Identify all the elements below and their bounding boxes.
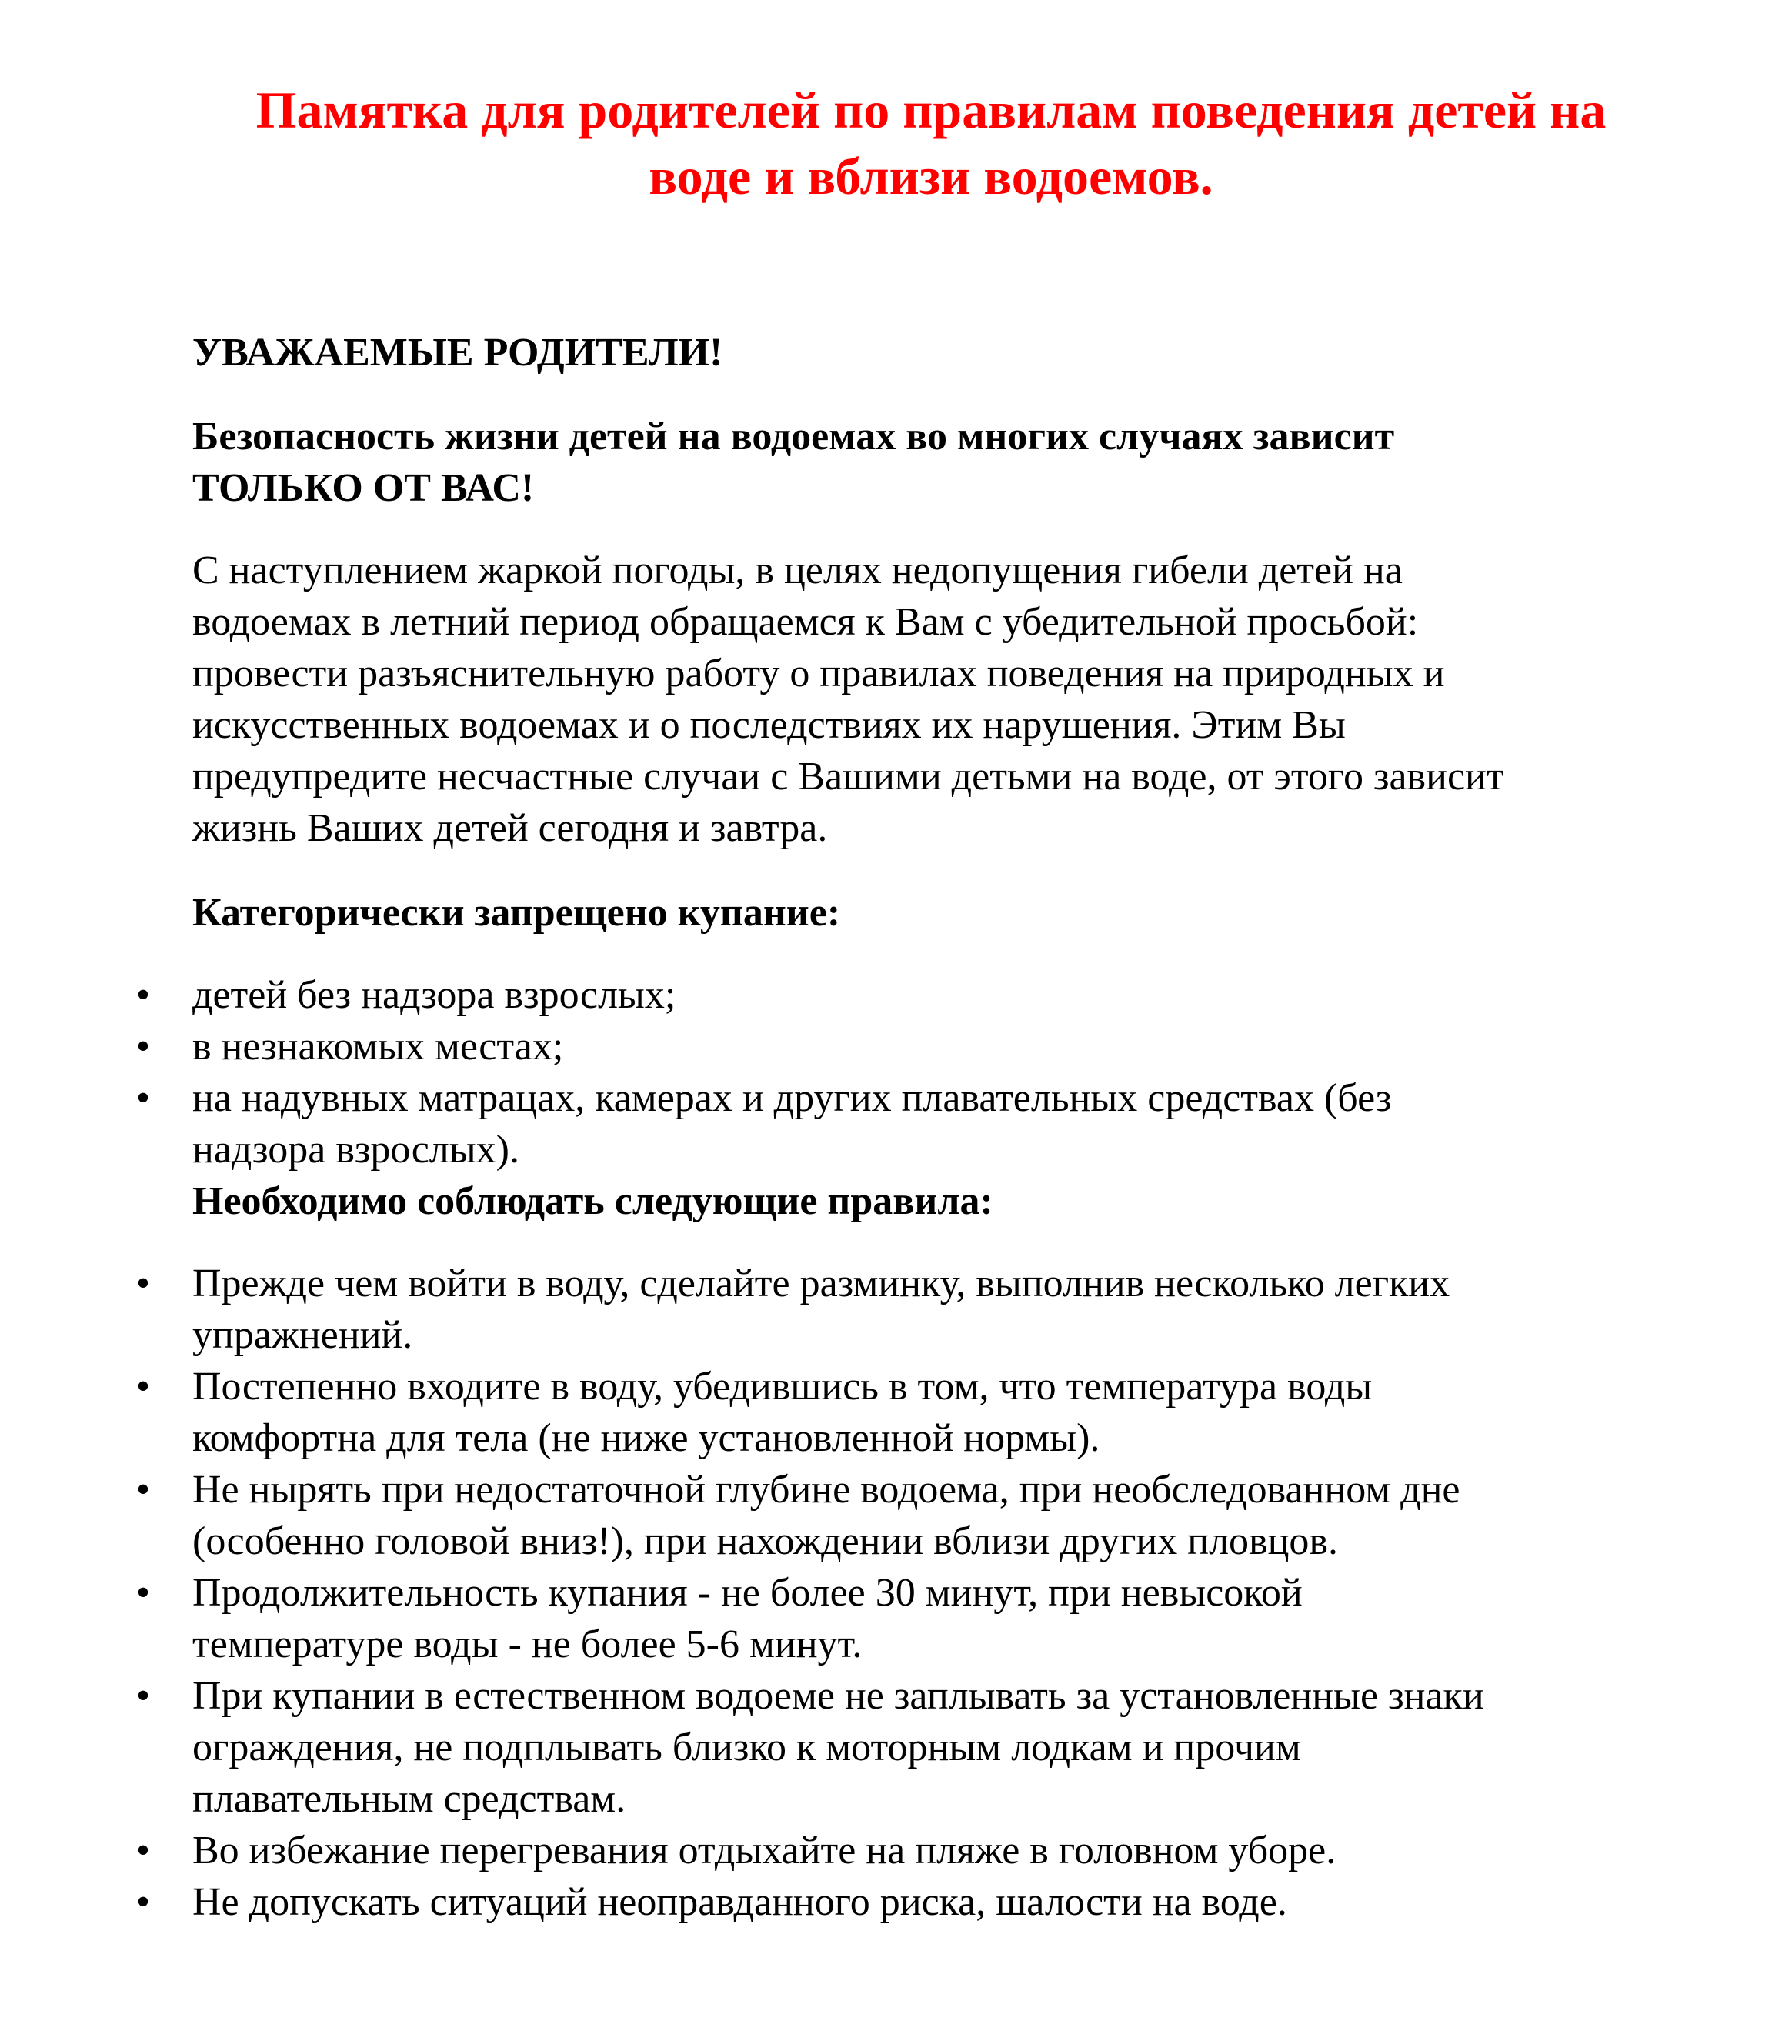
list-item: [135, 1258, 1700, 1361]
bullet-icon: •: [135, 1829, 151, 1872]
text-line: Продолжительность купания - не более 30 минут, при невысокой: [192, 1571, 1303, 1615]
bullet-icon: •: [135, 1365, 151, 1409]
list-item: [135, 1825, 1700, 1876]
rules-heading: Необходимо соблюдать следующие правила:: [192, 1179, 993, 1223]
bullet-icon: •: [135, 1674, 151, 1718]
text-line: Не допускать ситуаций неоправданного риска, шалости на воде.: [192, 1880, 1287, 1924]
greeting: УВАЖАЕМЫЕ РОДИТЕЛИ!: [192, 331, 723, 375]
list-item: [135, 1361, 1700, 1464]
text-line: предупредите несчастные случаи с Вашими детьми на воде, от этого зависит: [192, 755, 1504, 799]
list-item: [135, 1876, 1700, 1928]
intro-paragraph: [192, 545, 1700, 854]
list-item: [135, 969, 1700, 1021]
text-line: С наступлением жаркой погоды, в целях недопущения гибели детей на: [192, 549, 1403, 592]
text-line: Безопасность жизни детей на водоемах во многих случаях зависит: [192, 415, 1395, 458]
text-line: При купании в естественном водоеме не заплывать за установленные знаки: [192, 1674, 1484, 1718]
text-line: водоемах в летний период обращаемся к Вам с убедительной просьбой:: [192, 600, 1419, 644]
text-line: Постепенно входите в воду, убедившись в том, что температура воды: [192, 1365, 1373, 1409]
text-line: ТОЛЬКО ОТ ВАС!: [192, 466, 535, 510]
list-item: [135, 1072, 1700, 1175]
text-line: провести разъяснительную работу о правилах поведения на природных и: [192, 652, 1445, 695]
text-line: комфортна для тела (не ниже установленной нормы).: [192, 1416, 1100, 1460]
text-line: Прежде чем войти в воду, сделайте разминку, выполнив несколько легких: [192, 1262, 1450, 1305]
list-item: [135, 1670, 1700, 1825]
forbidden-heading: Категорически запрещено купание:: [192, 891, 841, 935]
safety-statement: [192, 411, 1700, 514]
text-line: надзора взрослых).: [192, 1128, 519, 1172]
text-line: плавательным средствам.: [192, 1777, 626, 1821]
text-line: Не нырять при недостаточной глубине водоема, при необследованном дне: [192, 1468, 1460, 1512]
list-item: [135, 1464, 1700, 1567]
bullet-icon: •: [135, 1076, 151, 1120]
document-body: [135, 327, 1700, 1928]
list-item: [135, 1021, 1700, 1072]
bullet-icon: •: [135, 1571, 151, 1615]
bullet-icon: •: [135, 1880, 151, 1924]
bullet-icon: •: [135, 1262, 151, 1305]
text-line: упражнений.: [192, 1313, 413, 1357]
list-item: [135, 1567, 1700, 1670]
bullet-icon: •: [135, 1468, 151, 1512]
text-line: на надувных матрацах, камерах и других плавательных средствах (без: [192, 1076, 1392, 1120]
forbidden-list: [135, 969, 1700, 1175]
text-line: температуре воды - не более 5-6 минут.: [192, 1622, 863, 1666]
text-line: жизнь Ваших детей сегодня и завтра.: [192, 806, 828, 850]
document-title: [138, 77, 1724, 209]
bullet-icon: •: [135, 973, 151, 1017]
title-line: Памятка для родителей по правилам поведения детей на: [255, 81, 1607, 139]
text-line: детей без надзора взрослых;: [192, 973, 676, 1017]
title-line: воде и вблизи водоемов.: [649, 147, 1213, 205]
text-line: ограждения, не подплывать близко к моторным лодкам и прочим: [192, 1726, 1301, 1769]
text-line: Во избежание перегревания отдыхайте на пляже в головном уборе.: [192, 1829, 1336, 1872]
rules-list: [135, 1258, 1700, 1928]
text-line: в незнакомых местах;: [192, 1025, 564, 1069]
bullet-icon: •: [135, 1025, 151, 1069]
text-line: искусственных водоемах и о последствиях их нарушения. Этим Вы: [192, 703, 1346, 747]
text-line: (особенно головой вниз!), при нахождении вблизи других пловцов.: [192, 1519, 1338, 1563]
